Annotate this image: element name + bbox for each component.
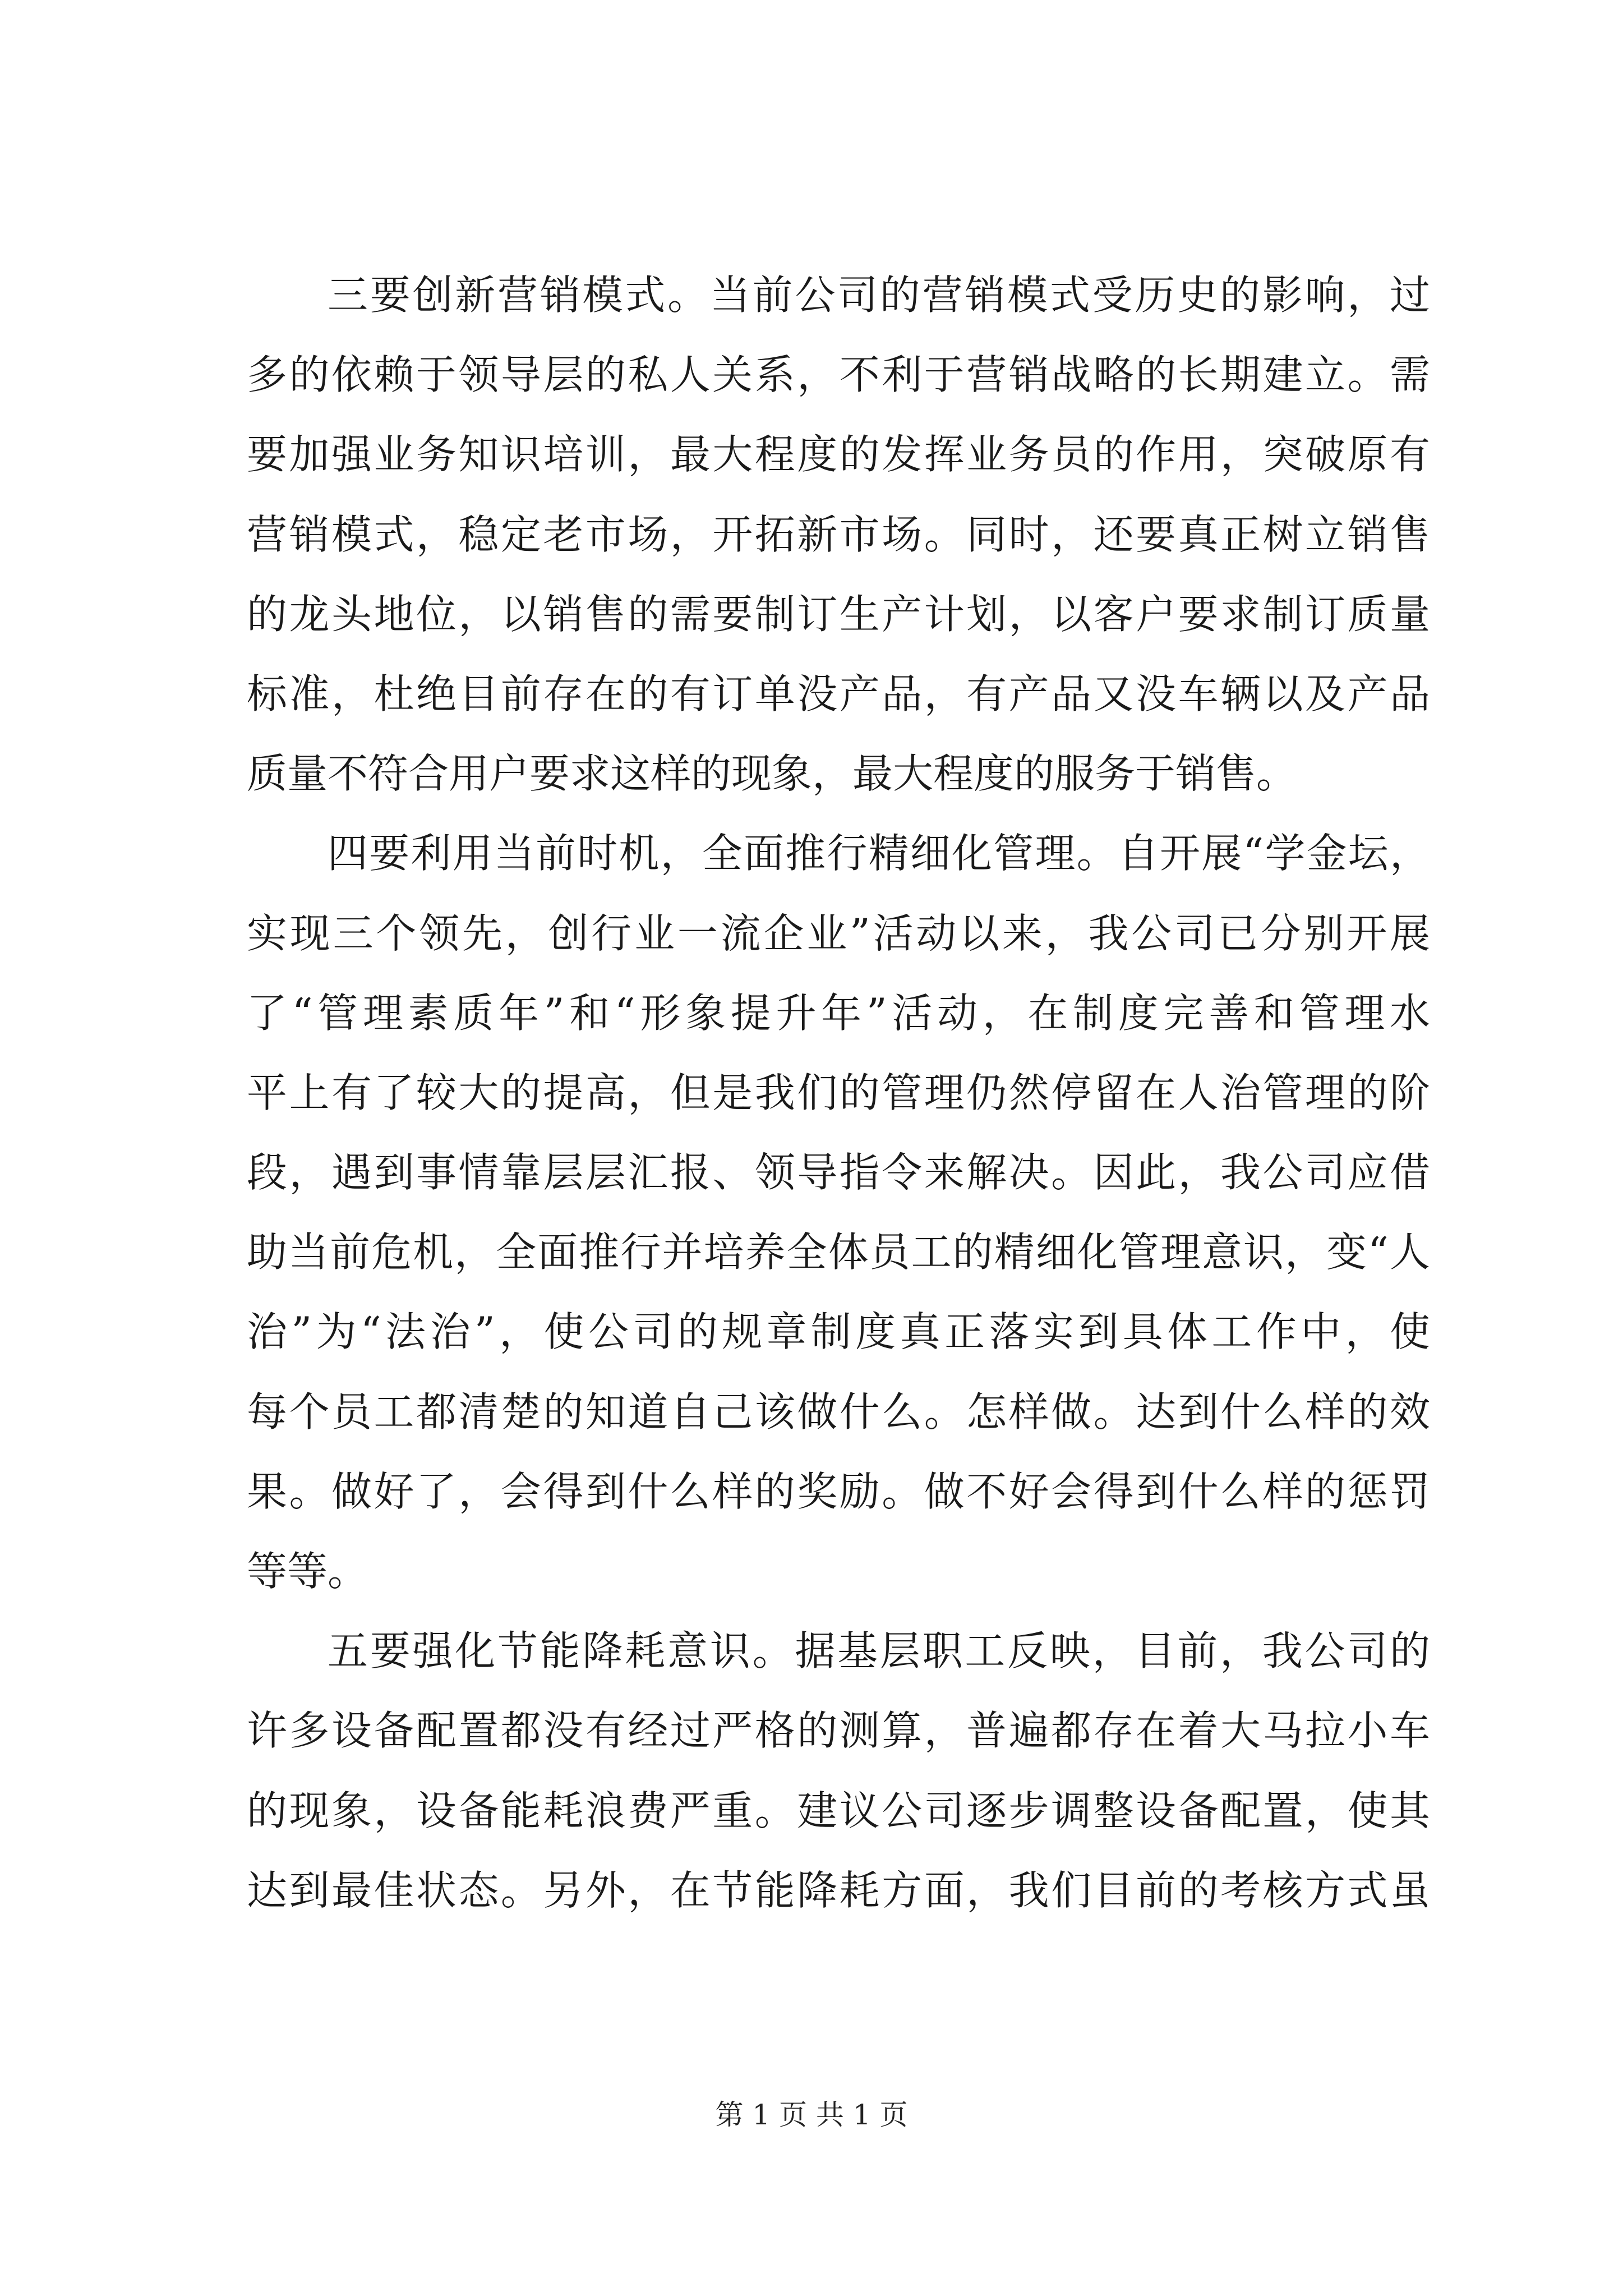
paragraph-3-line-6: 标准，杜绝目前存在的有订单没产品，有产品又没车辆以及产品 — [247, 670, 1430, 717]
paragraph-4-line-9: 果。做好了，会得到什么样的奖励。做不好会得到什么样的惩罚 — [247, 1467, 1430, 1515]
paragraph-4-line-6: 助当前危机，全面推行并培养全体员工的精细化管理意识，变“人 — [247, 1228, 1430, 1276]
paragraph-4-line-3: 了“管理素质年”和“形象提升年”活动，在制度完善和管理水 — [247, 989, 1430, 1037]
paragraph-5-line-2: 许多设备配置都没有经过严格的测算，普遍都存在着大马拉小车 — [247, 1707, 1430, 1755]
paragraph-4-line-8: 每个员工都清楚的知道自己该做什么。怎样做。达到什么样的效 — [247, 1388, 1430, 1435]
paragraph-3-line-1: 三要创新营销模式。当前公司的营销模式受历史的影响，过 — [328, 272, 1430, 319]
body-text — [247, 255, 1430, 1930]
paragraph-3-line-7: 质量不符合用户要求这样的现象，最大程度的服务于销售。 — [247, 750, 1297, 798]
paragraph-3-line-5: 的龙头地位，以销售的需要制订生产计划，以客户要求制订质量 — [247, 590, 1430, 638]
page-footer: 第 1 页 共 1 页 — [715, 2099, 908, 2131]
paragraph-3-line-2: 多的依赖于领导层的私人关系，不利于营销战略的长期建立。需 — [247, 351, 1430, 399]
paragraph-4-line-7: 治”为“法治”，使公司的规章制度真正落实到具体工作中，使 — [247, 1308, 1430, 1356]
paragraph-3-line-4: 营销模式，稳定老市场，开拓新市场。同时，还要真正树立销售 — [247, 510, 1430, 558]
paragraph-5-line-3: 的现象，设备能耗浪费严重。建议公司逐步调整设备配置，使其 — [247, 1787, 1430, 1834]
paragraph-4-line-4: 平上有了较大的提高，但是我们的管理仍然停留在人治管理的阶 — [247, 1069, 1430, 1116]
paragraph-4-line-5: 段，遇到事情靠层层汇报、领导指令来解决。因此，我公司应借 — [247, 1149, 1430, 1197]
paragraph-5-line-1: 五要强化节能降耗意识。据基层职工反映，目前，我公司的 — [328, 1627, 1430, 1675]
paragraph-3-line-3: 要加强业务知识培训，最大程度的发挥业务员的作用，突破原有 — [247, 431, 1430, 478]
paragraph-4-line-10: 等等。 — [247, 1548, 368, 1595]
paragraph-4-line-1: 四要利用当前时机，全面推行精细化管理。自开展“学金坛， — [328, 830, 1430, 877]
paragraph-4-line-2: 实现三个领先，创行业一流企业”活动以来，我公司已分别开展 — [247, 909, 1430, 957]
paragraph-5-line-4: 达到最佳状态。另外，在节能降耗方面，我们目前的考核方式虽 — [247, 1866, 1430, 1914]
